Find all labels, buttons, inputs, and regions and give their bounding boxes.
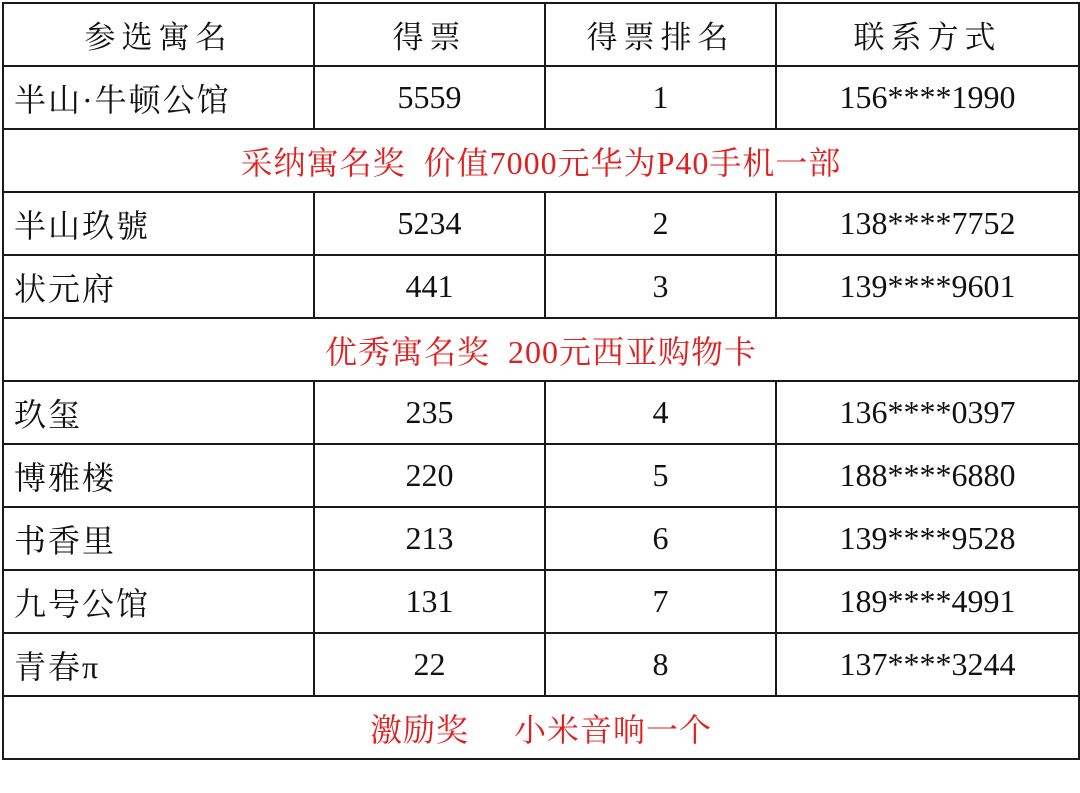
entry-rank: 1 xyxy=(545,66,776,129)
entry-votes: 235 xyxy=(314,381,545,444)
entry-name: 九号公馆 xyxy=(3,570,314,633)
entry-contact: 189****4991 xyxy=(776,570,1079,633)
entry-name: 玖玺 xyxy=(3,381,314,444)
header-contact: 联系方式 xyxy=(776,3,1079,66)
entry-contact: 188****6880 xyxy=(776,444,1079,507)
entry-rank: 3 xyxy=(545,255,776,318)
entry-rank: 4 xyxy=(545,381,776,444)
entry-name: 博雅楼 xyxy=(3,444,314,507)
entry-contact: 138****7752 xyxy=(776,192,1079,255)
entry-name: 半山玖號 xyxy=(3,192,314,255)
entry-rank: 7 xyxy=(545,570,776,633)
entry-votes: 213 xyxy=(314,507,545,570)
entry-votes: 5559 xyxy=(314,66,545,129)
entry-votes: 441 xyxy=(314,255,545,318)
prize-text: 优秀寓名奖 200元西亚购物卡 xyxy=(3,318,1079,381)
entry-contact: 139****9528 xyxy=(776,507,1079,570)
prize-row xyxy=(3,696,1079,759)
header-row xyxy=(3,3,1079,66)
table-body xyxy=(3,3,1079,759)
table-row xyxy=(3,255,1079,318)
prize-row xyxy=(3,129,1079,192)
prize-text: 采纳寓名奖 价值7000元华为P40手机一部 xyxy=(3,129,1079,192)
entry-rank: 8 xyxy=(545,633,776,696)
table-row xyxy=(3,444,1079,507)
entry-rank: 2 xyxy=(545,192,776,255)
entry-contact: 136****0397 xyxy=(776,381,1079,444)
entry-contact: 156****1990 xyxy=(776,66,1079,129)
entry-rank: 5 xyxy=(545,444,776,507)
entry-contact: 139****9601 xyxy=(776,255,1079,318)
entry-votes: 5234 xyxy=(314,192,545,255)
table-row xyxy=(3,66,1079,129)
prize-row xyxy=(3,318,1079,381)
voting-results-table xyxy=(2,2,1080,760)
entry-name: 书香里 xyxy=(3,507,314,570)
entry-name: 青春π xyxy=(3,633,314,696)
entry-name: 状元府 xyxy=(3,255,314,318)
table-row xyxy=(3,633,1079,696)
table-row xyxy=(3,570,1079,633)
header-name: 参选寓名 xyxy=(3,3,314,66)
entry-votes: 131 xyxy=(314,570,545,633)
table-row xyxy=(3,507,1079,570)
header-votes: 得票 xyxy=(314,3,545,66)
header-rank: 得票排名 xyxy=(545,3,776,66)
prize-text: 激励奖 小米音响一个 xyxy=(3,696,1079,759)
entry-votes: 220 xyxy=(314,444,545,507)
entry-contact: 137****3244 xyxy=(776,633,1079,696)
entry-name: 半山·牛顿公馆 xyxy=(3,66,314,129)
entry-rank: 6 xyxy=(545,507,776,570)
entry-votes: 22 xyxy=(314,633,545,696)
table-row xyxy=(3,192,1079,255)
table-row xyxy=(3,381,1079,444)
